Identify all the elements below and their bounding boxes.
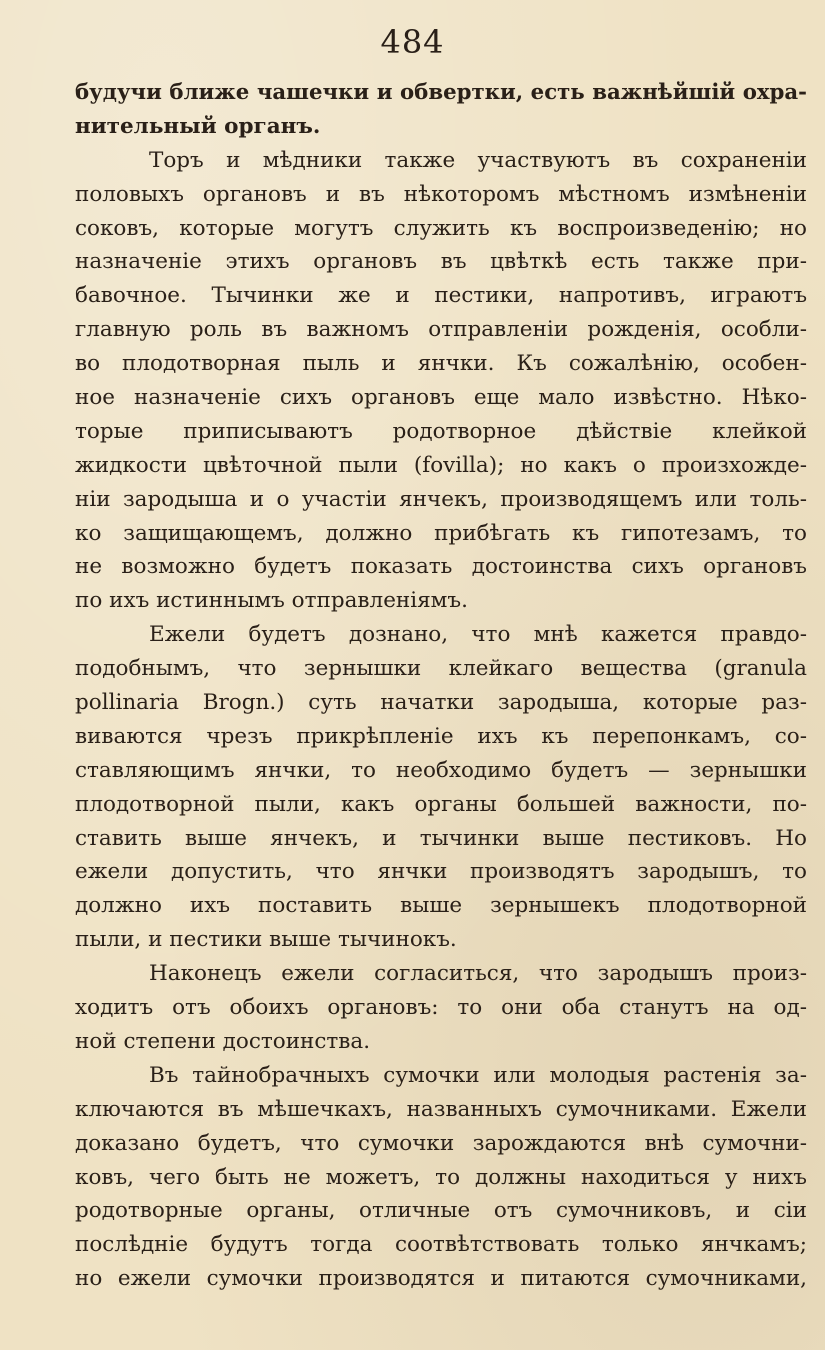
text-line: родотворные органы, отличные отъ сумочниковъ, и сiи — [75, 1198, 807, 1224]
text-line: Наконецъ ежели согласиться, что зародышъ произ- — [149, 961, 807, 987]
text-line: ходитъ отъ обоихъ органовъ: то они оба станутъ на од- — [75, 995, 807, 1021]
text-line: ежели допустить, что янчки производятъ зародышъ, то — [75, 859, 807, 885]
text-line: плодотворной пыли, какъ органы большей важности, по- — [75, 791, 807, 817]
text-line: торые приписываютъ родотворное дѣйствiе клейкой — [75, 418, 807, 444]
text-line: виваются чрезъ прикрѣпленiе ихъ къ перепонкамъ, со- — [75, 723, 807, 749]
text-line: послѣднiе будутъ тогда соотвѣтствовать только янчкамъ; — [75, 1232, 807, 1258]
text-line: ключаются въ мѣшечкахъ, названныхъ сумочниками. Ежели — [75, 1096, 807, 1122]
text-line: должно ихъ поставить выше зернышекъ плодотворной — [75, 893, 807, 919]
text-line: Ежели будетъ дознано, что мнѣ кажется правдо- — [149, 622, 807, 648]
text-line: нительный органъ. — [75, 113, 321, 139]
text-line: не возможно будетъ показать достоинства сихъ органовъ — [75, 554, 807, 580]
text-line: pollinaria Brogn.) суть начатки зародыша, которые раз- — [75, 690, 807, 716]
text-line: пыли, и пестики выше тычинокъ. — [75, 927, 457, 953]
text-line: подобнымъ, что зернышки клейкаго вещества (granula — [75, 656, 807, 682]
text-line: ной степени достоинства. — [75, 1028, 371, 1054]
text-line: ставляющимъ янчки, то необходимо будетъ — зернышки — [75, 757, 807, 783]
text-line: назначенiе этихъ органовъ въ цвѣткѣ есть также при- — [75, 249, 807, 275]
text-line: но ежели сумочки производятся и питаются сумочниками, — [75, 1266, 807, 1292]
text-line: будучи ближе чашечки и обвертки, есть важнѣйшiй охра- — [75, 80, 807, 105]
text-line: нiи зародыша и о участiи янчекъ, производящемъ или толь- — [75, 486, 807, 512]
text-line: жидкости цвѣточной пыли (fovilla); но какъ о произхожде- — [75, 452, 807, 478]
text-line: бавочное. Тычинки же и пестики, напротивъ, играютъ — [75, 283, 807, 309]
text-line: по ихъ истиннымъ отправленiямъ. — [75, 588, 468, 614]
text-line: главную роль въ важномъ отправленiи рожденiя, особли- — [75, 317, 807, 343]
text-line: соковъ, которые могутъ служить къ воспроизведенiю; но — [75, 215, 807, 241]
text-line: ставить выше янчекъ, и тычинки выше пестиковъ. Но — [75, 825, 807, 851]
text-line: Въ тайнобрачныхъ сумочки или молодыя растенiя за- — [149, 1062, 807, 1088]
body-text — [75, 76, 807, 1296]
text-line: во плодотворная пыль и янчки. Къ сожалѣнiю, особен- — [75, 351, 807, 377]
page-number: 484 — [380, 23, 445, 61]
text-line: ко защищающемъ, должно прибѣгать къ гипотезамъ, то — [75, 520, 807, 546]
text-line: половыхъ органовъ и въ нѣкоторомъ мѣстномъ измѣненiи — [75, 181, 807, 207]
text-line: ковъ, чего быть не можетъ, то должны находиться у нихъ — [75, 1164, 807, 1190]
text-line: ное назначенiе сихъ органовъ еще мало извѣстно. Нѣко- — [75, 385, 807, 411]
text-line: Торъ и мѣдники также участвуютъ въ сохраненiи — [149, 147, 807, 173]
text-line: доказано будетъ, что сумочки зарождаются внѣ сумочни- — [75, 1130, 807, 1156]
